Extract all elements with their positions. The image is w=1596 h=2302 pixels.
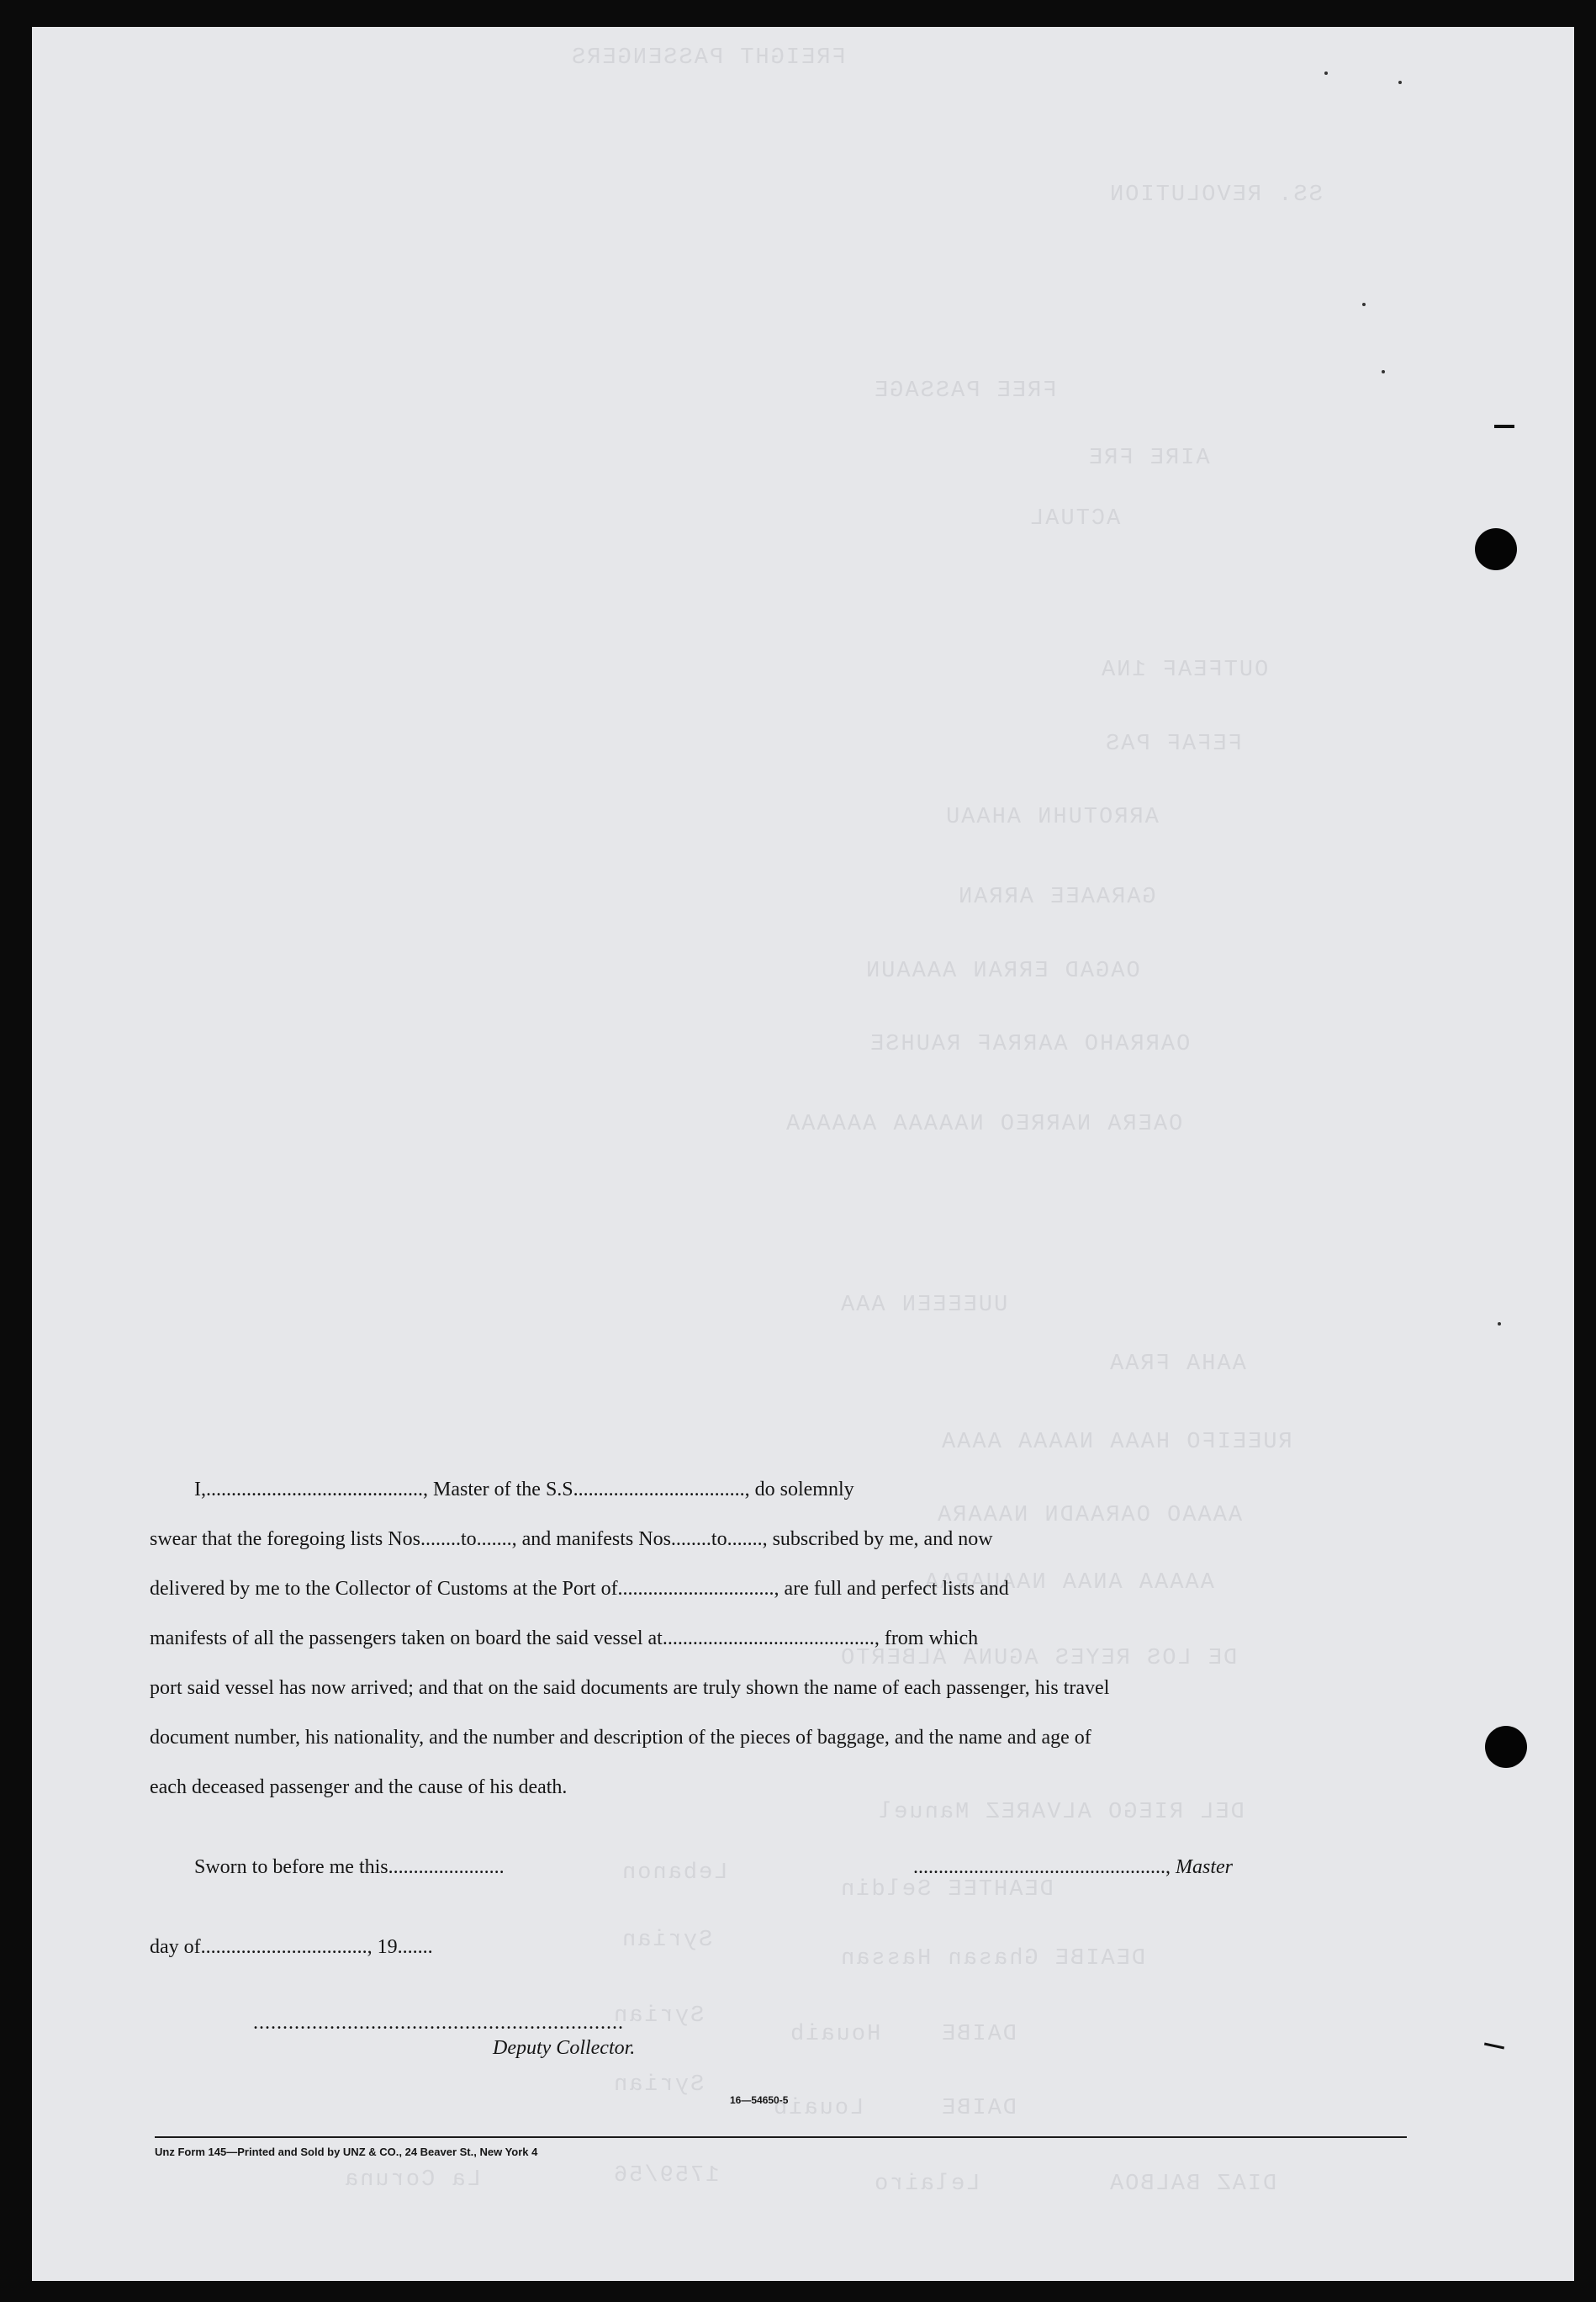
speck — [1398, 81, 1402, 84]
oath-line — [150, 1763, 1404, 1812]
oath-text: document number, his nationality, and the number and description of the pieces of baggage, and the name and age of — [150, 1727, 1091, 1749]
form-number: 16—54650-5 — [730, 2094, 789, 2106]
day-of-line: day of................................., 19....... — [150, 1936, 433, 1958]
oath-text: swear that the foregoing lists Nos........to......., and manifests Nos........to......., subscribed by me, and now — [150, 1528, 993, 1550]
oath-text: manifests of all the passengers taken on board the said vessel at.........................................., from which — [150, 1627, 979, 1649]
oath-line — [150, 1465, 1404, 1515]
form-sheet — [32, 27, 1574, 2281]
speck — [1324, 71, 1328, 75]
edge-mark — [1484, 2043, 1504, 2050]
master-dots: .................................................., — [913, 1856, 1171, 1878]
punch-hole-top — [1475, 528, 1517, 570]
printer-imprint: Unz Form 145—Printed and Sold by UNZ & CO., 24 Beaver St., New York 4 — [155, 2146, 538, 2158]
oath-line — [150, 1664, 1404, 1713]
oath-paragraph — [150, 1465, 1404, 1812]
oath-line — [150, 1614, 1404, 1664]
oath-line — [150, 1713, 1404, 1763]
speck — [1382, 370, 1385, 373]
oath-text: I,..........................................., Master of the S.S.................................., do solemnly — [194, 1479, 854, 1500]
speck — [1362, 303, 1366, 306]
oath-text: port said vessel has now arrived; and that on the said documents are truly shown the name of each passenger, his travel — [150, 1677, 1110, 1699]
master-signature-line — [913, 1856, 1233, 1879]
bleed-through-layer: FREIGHT PASSENGERS SS. REVOLUTION FREE PASSAGE AIRE FRE ACTUAL OUTFEAF 1NA FEFAF PAS ARROTUHN AHAAU GARAAEE ARRAN OAGAD ERRAN AAAAUN OARRAHO AARRAF RAUHSE OAERA NARREO NAAAAA AAAAAA UUEEEEN AAA AAHA FRAA RUEEIFO HAAA NAAAA AAAA AAAAO OARAADN NAAARA AAAAA ANAA NAAUARAA DE LOS REYES AGUNA ALBERTO DEL RIEGO ALVAREZ Manuel Lebanon DEAHTEE Seldin Syrian DEAIBE Ghasan Hassan Syrian DAIBE Houaib Syrian DAIBE Louaib La Coruna 1759/56 Lelairo DIAZ BALBOA — [343, 45, 1323, 2197]
speck — [1498, 1322, 1501, 1326]
sworn-line: Sworn to before me this....................... — [194, 1856, 505, 1878]
deputy-collector-label: Deputy Collector. — [493, 2037, 636, 2059]
master-label: Master — [1176, 1856, 1233, 1878]
punch-hole-bottom — [1485, 1726, 1527, 1768]
oath-text: each deceased passenger and the cause of his death. — [150, 1776, 568, 1798]
oath-text: delivered by me to the Collector of Customs at the Port of..............................., are full and perfect lists and — [150, 1578, 1009, 1600]
edge-mark — [1494, 425, 1514, 428]
footer-divider — [155, 2136, 1407, 2138]
oath-line — [150, 1564, 1404, 1614]
oath-line — [150, 1515, 1404, 1564]
deputy-signature-dots: ............................................................... — [253, 2012, 624, 2034]
